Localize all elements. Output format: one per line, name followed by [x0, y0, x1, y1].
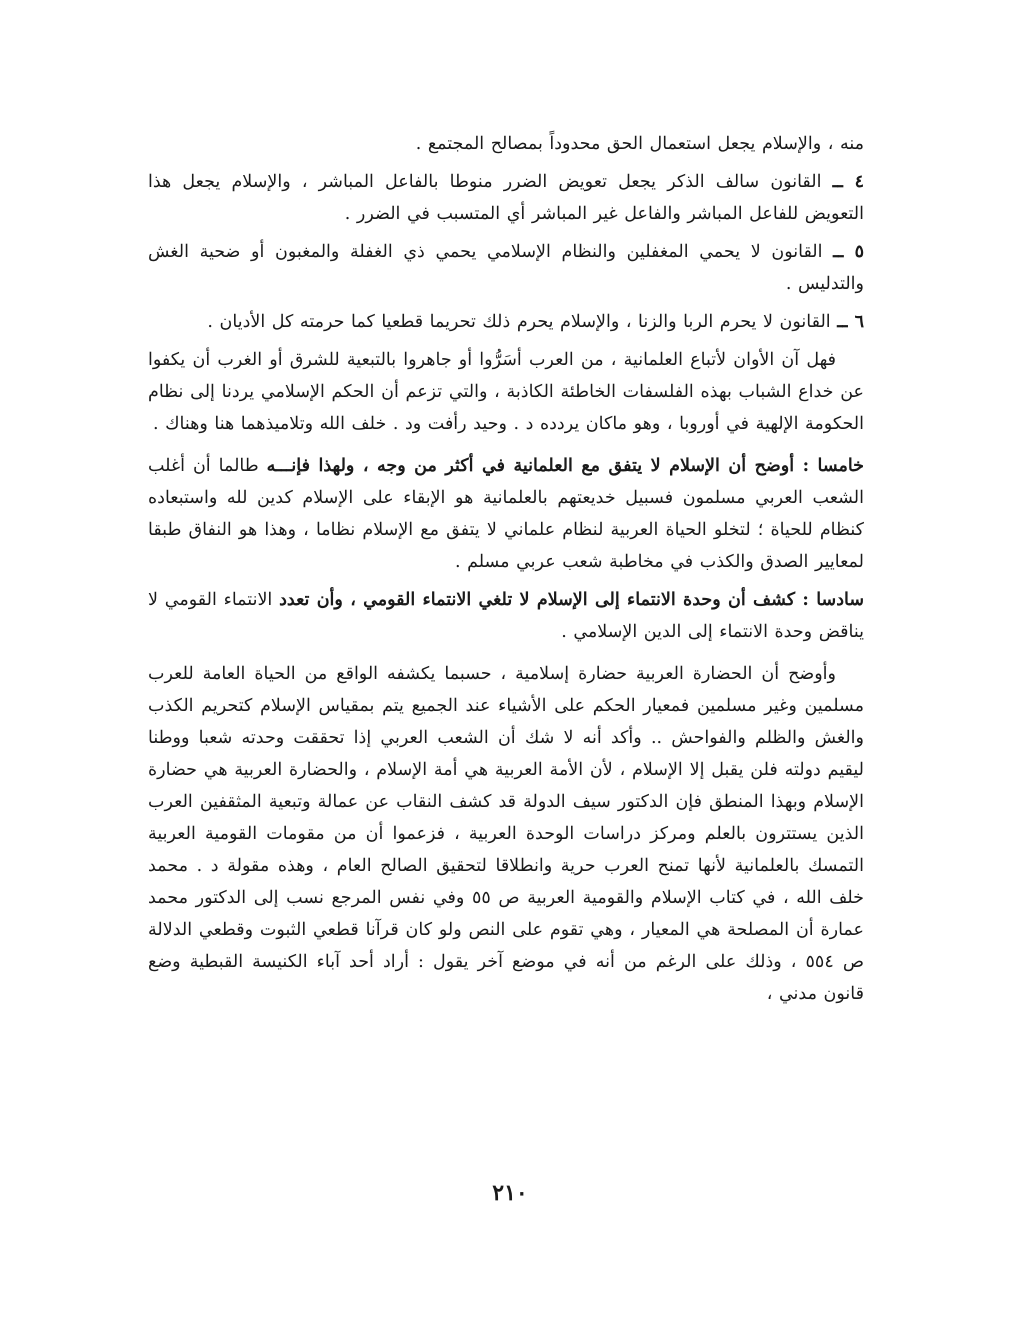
paragraph-text: منه ، والإسلام يجعل استعمال الحق محدوداً بمصالح المجتمع . [415, 134, 864, 154]
numbered-item-4 [148, 166, 864, 230]
paragraph-text: الانتماء القومي لا يناقض وحدة الانتماء إلى الدين الإسلامي . [148, 590, 864, 642]
bold-lead: خامسا : أوضح أن الإسلام لا يتفق مع العلمانية في أكثر من وجه ، ولهذا فإنـــه [266, 456, 864, 476]
item-number: ٥ ــ [833, 242, 864, 262]
item-number: ٤ ــ [832, 172, 864, 192]
paragraph-text: القانون لا يحرم الربا والزنا ، والإسلام يحرم ذلك تحريما قطعيا كما حرمته كل الأديان . [207, 312, 831, 332]
item-number: ٦ ــ [837, 312, 864, 332]
paragraph-question [148, 344, 864, 440]
numbered-item-6 [148, 306, 864, 338]
paragraph-fifth [148, 450, 864, 578]
bold-lead: سادسا : كشف أن وحدة الانتماء إلى الإسلام لا تلغي الانتماء القومي ، وأن تعدد [279, 590, 864, 610]
paragraph-civilization [148, 658, 864, 1010]
paragraph-text: وأوضح أن الحضارة العربية حضارة إسلامية ، حسبما يكشفه الواقع من الحياة العامة للعرب مسلمين وغير مسلمين فمعيار الحكم على الأشياء عند الجميع يتم بمقياس الإسلام كتحريم الكذب والغش والظلم والفواحش .. وأكد أنه لا شك أن الشعب العربي إذا تحققت وحدته شعبا ووطنا ليقيم دولته فلن يقبل إلا الإسلام ، لأن الأمة العربية هي أمة الإسلام ، والحضارة العربية هي حضارة الإسلام وبهذا المنطق فإن الدكتور سيف الدولة قد كشف النقاب عن عمالة وتبعية المثقفين العرب الذين يستترون بالعلم ومركز دراسات الوحدة العربية ، فزعموا أن من مقومات القومية العربية التمسك بالعلمانية لأنها تمنح العرب حرية وانطلاقا لتحقيق الصالح العام ، وهذه مقولة د . محمد خلف الله ، في كتاب الإسلام والقومية العربية ص ٥٥ وفي نفس المرجع نسب إلى الدكتور محمد عمارة أن المصلحة هي المعيار ، وهي تقوم على النص ولو كان قرآنا قطعي الثبوت وقطعي الدلالة ص ٥٥٤ ، وذلك على الرغم من أنه في موضع آخر يقول : أراد أحد آباء الكنيسة القبطية وضع قانون مدني ، [148, 664, 864, 1004]
paragraph-text: القانون لا يحمي المغفلين والنظام الإسلامي يحمي ذي الغفلة والمغبون أو ضحية الغش والتدليس . [148, 242, 864, 294]
paragraph-text: القانون سالف الذكر يجعل تعويض الضرر منوطا بالفاعل المباشر ، والإسلام يجعل هذا التعويض للفاعل المباشر والفاعل غير المباشر أي المتسبب في الضرر . [148, 172, 864, 224]
paragraph-continuation [148, 128, 864, 160]
paragraph-text: طالما أن أغلب الشعب العربي مسلمون فسبيل خديعتهم بالعلمانية هو الإبقاء على الإسلام كدين لله واستبعاده كنظام للحياة ؛ لتخلو الحياة العربية لنظام علماني لا يتفق مع الإسلام نظاما ، وهذا هو النفاق طبقا لمعايير الصدق والكذب في مخاطبة شعب عربي مسلم . [148, 456, 864, 572]
page-number: ٢١٠ [492, 1180, 528, 1206]
document-page [148, 128, 864, 1228]
paragraph-sixth [148, 584, 864, 648]
numbered-item-5 [148, 236, 864, 300]
paragraph-text: فهل آن الأوان لأتباع العلمانية ، من العرب أسَرُّوا أو جاهروا بالتبعية للشرق أو الغرب أن يكفوا عن خداع الشباب بهذه الفلسفات الخاطئة الكاذبة ، والتي تزعم أن الحكم الإسلامي يردنا إلى نظام الحكومة الإلهية في أوروبا ، وهو ماكان يردده د . وحيد رأفت ود . خلف الله وتلاميذهما هنا وهناك . [148, 350, 864, 434]
